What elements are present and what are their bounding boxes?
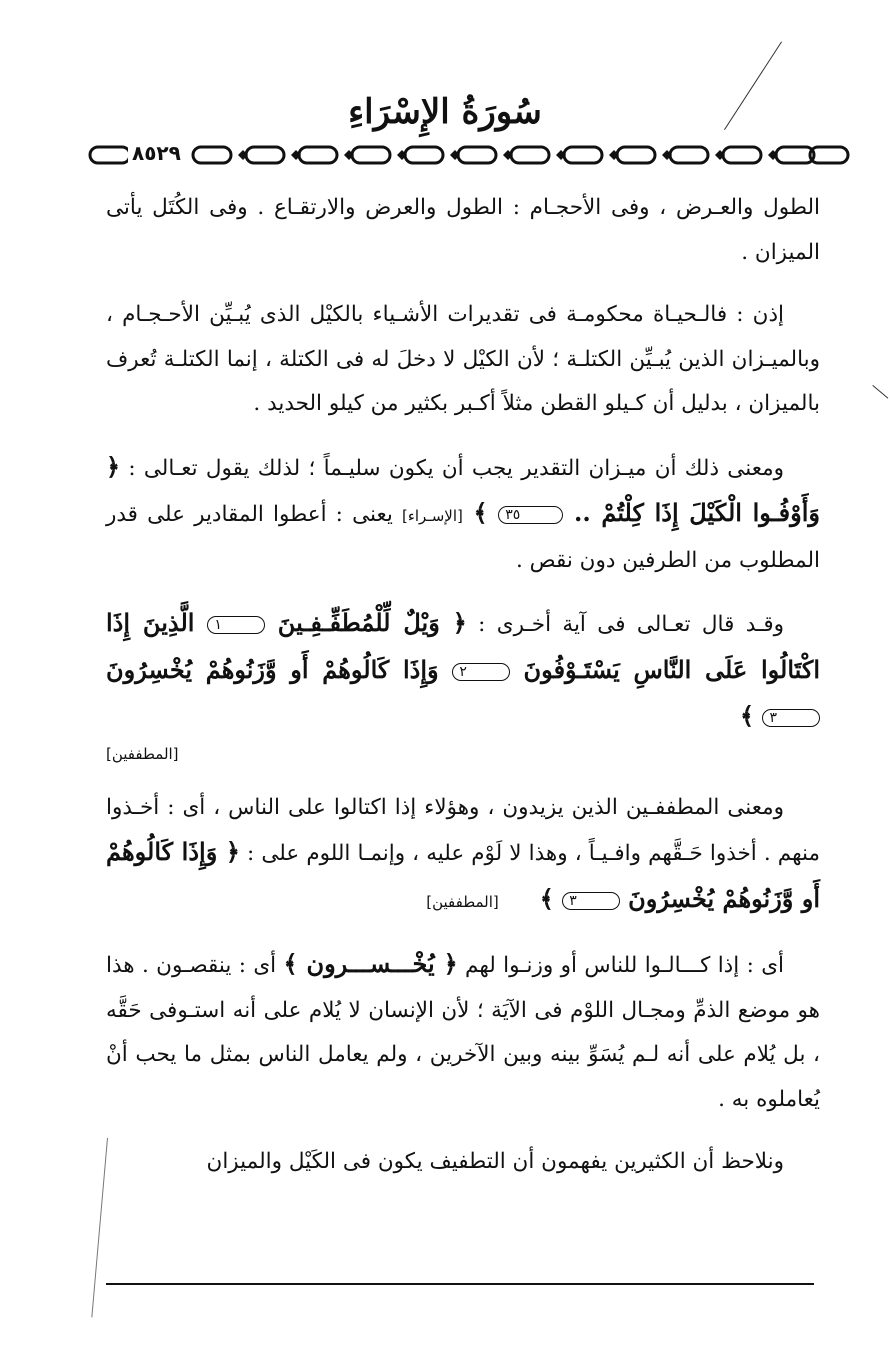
paragraph-7: ونلاحظ أن الكثيرين يفهمون أن التطفيف يكون فى الكَيْل والميزان	[206, 1149, 784, 1174]
paragraph-6-text-b: أى : ينقصـون . هذا هو موضع الذمِّ ومجـال اللوْم فى الآيَة ؛ لأن الإنسان لا يُلام على أنه استـوفى حَقَّه ، بل يُلام على أنه لـم يُسَوِّ بينه وبين الآخرين ، ولم يعامل الناس بمثل ما يحب أنْ يُعاملوه به .	[106, 953, 820, 1112]
quran-verse-isra-35: ﴿ وَأَوْفُـوا الْكَيْلَ إِذَا كِلْتُمْ ..	[106, 451, 821, 527]
paragraph-5	[106, 786, 820, 925]
surah-reference: [الإسـراء]	[401, 507, 463, 525]
verse-number: ١	[207, 616, 265, 634]
surah-reference: [المطففين]	[106, 744, 179, 763]
quran-word-yukhsirun: ﴿ يُخْـــســـرون ﴾	[283, 949, 458, 978]
paragraph-2: إذن : فالـحيـاة محكومـة فى تقديرات الأشـياء بالكيْل الذى يُبـيِّن الأحـجـام ، وبالميـزان الذين يُبـيِّن الكتلـة ؛ لأن الكيْل لا دخلَ له فى الكتلة ، إنما الكتلـة تُعرف بالميزان ، بدليل أن كـيلو القطن مثلاً أكـبر بكثير من كيلو الحديد .	[106, 302, 820, 416]
paragraph-3	[106, 445, 820, 584]
quran-verse-mutaffifin-3: ﴿ وَإِذَا كَالُوهُمْ أَو وَّزَنُوهُمْ يُخْسِرُونَ	[106, 837, 820, 913]
quran-verse-mutaffifin-3: وَإِذَا كَالُوهُمْ أَو وَّزَنُوهُمْ يُخْسِرُونَ	[106, 654, 453, 684]
verse-number: ٢	[452, 663, 510, 681]
quran-close-bracket: ﴾	[740, 701, 763, 730]
paragraph-6-text-a: أى : إذا كـــالـوا للناس أو وزنـوا لهم	[457, 953, 784, 978]
surah-title: سُورَةُ الإِسْرَاءِ	[348, 92, 542, 132]
paragraph-3-text-b: يعنى : أعطوا المقادير على قدر المطلوب من الطرفين دون نقص .	[106, 502, 820, 573]
paragraph-1: الطول والعـرض ، وفى الأحجـام : الطول والعرض والارتقـاع . وفى الكُتَل يأتى الميزان .	[106, 195, 820, 265]
page-number: ٨٥٢٩	[128, 141, 185, 165]
surah-reference-line	[106, 739, 820, 768]
surah-reference: [المطففين]	[426, 892, 499, 911]
quran-verse-mutaffifin-2: الَّذِينَ إِذَا اكْتَالُوا عَلَى النَّاسِ يَسْتَـوْفُونَ	[106, 608, 821, 684]
paragraph-5-text: ومعنى المطففـين الذين يزيدون ، وهؤلاء إذا اكتالوا على الناس ، أى : أخـذوا منهم . أخذوا حَـقَّهم وافـيـاً ، وهذا لا لَوْم عليه ، وإنمـا اللوم على :	[106, 794, 820, 866]
verse-number: ٣	[562, 892, 620, 910]
quran-close-bracket: ﴾	[462, 498, 499, 527]
body-text	[106, 186, 820, 1203]
verse-number: ٣٥	[498, 506, 563, 524]
quran-verse-mutaffifin-1: ﴿ وَيْلٌ لِّلْمُطَفِّـفِـينَ	[264, 608, 467, 637]
header-ornament	[88, 143, 850, 167]
paragraph-4-text: وقـد قال تعـالى فى آية أخـرى :	[466, 612, 784, 637]
paragraph-4	[106, 601, 820, 741]
quran-close-bracket: ﴾	[539, 883, 563, 913]
footer-rule	[106, 1283, 814, 1285]
paragraph-6	[106, 942, 820, 1122]
scan-mark-right-edge	[872, 385, 888, 399]
paragraph-3-text-a: ومعنى ذلك أن ميـزان التقدير يجب أن يكون سليـماً ؛ لذلك يقول تعـالى :	[120, 455, 784, 481]
verse-number: ٣	[762, 709, 820, 727]
